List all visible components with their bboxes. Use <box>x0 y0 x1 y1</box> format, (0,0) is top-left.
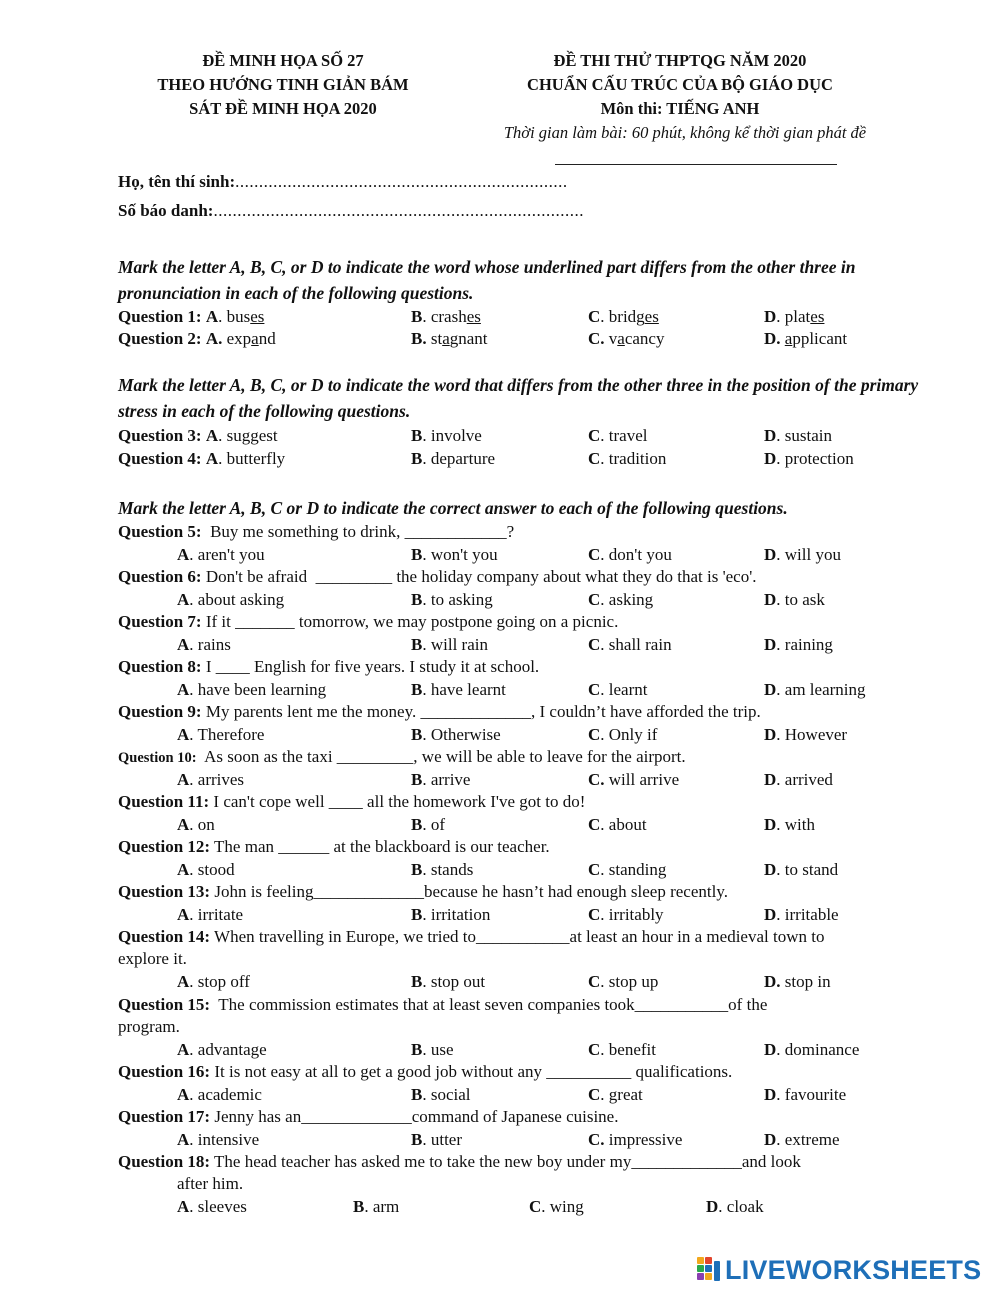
instruction-stress: Mark the letter A, B, C, or D to indicate the word that differs from the other three in the position of the primary stress in each of the following questions. <box>118 375 919 421</box>
name-dots: ...................................................................... <box>235 172 568 191</box>
q12-option-a[interactable]: A. stood <box>177 860 235 879</box>
q2-option-a[interactable]: A. expand <box>205 329 276 348</box>
q18-text-continued: after him. <box>177 1174 244 1193</box>
q17-option-b[interactable]: B. utter <box>411 1130 462 1149</box>
q8-text: I ____ English for five years. I study it at school. <box>201 657 540 676</box>
question-15-stem <box>118 994 767 1016</box>
question-17-stem <box>118 1106 618 1128</box>
exam-code: ĐỀ MINH HỌA SỐ 27 <box>202 51 364 70</box>
q14-option-a[interactable]: A. stop off <box>177 972 250 991</box>
q3-option-a[interactable]: A. suggest <box>205 426 278 445</box>
q11-option-a[interactable]: A. on <box>177 815 215 834</box>
q18-option-a[interactable]: A. sleeves <box>177 1197 247 1216</box>
q18-option-b[interactable]: B. arm <box>353 1197 400 1216</box>
q8-option-c[interactable]: C. learnt <box>588 680 648 699</box>
q14-text: When travelling in Europe, we tried to___________at least an hour in a medieval town to <box>210 927 825 946</box>
q16-label: Question 16: <box>118 1062 211 1081</box>
q13-option-a[interactable]: A. irritate <box>177 905 244 924</box>
q10-label: Question 10: <box>118 750 197 766</box>
q7-option-a[interactable]: A. rains <box>177 635 231 654</box>
q1-label: Question 1: <box>118 307 202 326</box>
q17-option-d[interactable]: D. extreme <box>764 1130 840 1149</box>
q10-text: As soon as the taxi _________, we will be able to leave for the airport. <box>196 747 686 766</box>
q6-option-b[interactable]: B. to asking <box>411 590 493 609</box>
q9-option-c[interactable]: C. Only if <box>588 725 658 744</box>
q8-option-a[interactable]: A. have been learning <box>177 680 327 699</box>
instruction-correct: Mark the letter A, B, C or D to indicate the correct answer to each of the following questions. <box>118 498 788 518</box>
q17-label: Question 17: <box>118 1107 211 1126</box>
q4-option-a[interactable]: A. butterfly <box>205 449 286 468</box>
q1-option-b[interactable]: B. crashes <box>411 307 481 326</box>
q16-option-d[interactable]: D. favourite <box>764 1085 847 1104</box>
exam-subtitle-1: THEO HƯỚNG TINH GIẢN BÁM <box>157 75 409 94</box>
liveworksheets-logo-icon <box>697 1257 721 1283</box>
question-10-stem <box>118 746 686 768</box>
q3-label: Question 3: <box>118 426 202 445</box>
q2-label: Question 2: <box>118 329 202 348</box>
q4-label: Question 4: <box>118 449 202 468</box>
id-label: Số báo danh: <box>118 201 214 220</box>
question-13-stem <box>118 881 728 903</box>
q10-option-d[interactable]: D. arrived <box>764 770 833 789</box>
q12-option-d[interactable]: D. to stand <box>764 860 839 879</box>
q7-option-b[interactable]: B. will rain <box>411 635 488 654</box>
q6-option-a[interactable]: A. about asking <box>177 590 285 609</box>
q14-text-continued: explore it. <box>118 949 187 968</box>
q10-option-b[interactable]: B. arrive <box>411 770 471 789</box>
q14-label: Question 14: <box>118 927 211 946</box>
q16-text: It is not easy at all to get a good job without any __________ qualifications. <box>210 1062 733 1081</box>
instruction-pronunciation: Mark the letter A, B, C, or D to indicate the word whose underlined part differs from the other three in pronunciation in each of the following questions. <box>118 257 856 303</box>
id-dots: .............................................................................. <box>213 201 584 220</box>
q18-text: The head teacher has asked me to take the new boy under my_____________and look <box>210 1152 801 1171</box>
q12-option-b[interactable]: B. stands <box>411 860 474 879</box>
q18-option-c[interactable]: C. wing <box>529 1197 584 1216</box>
q14-option-b[interactable]: B. stop out <box>411 972 486 991</box>
q1-option-a[interactable]: A. buses <box>205 307 265 326</box>
q11-option-d[interactable]: D. with <box>764 815 816 834</box>
exam-standard: CHUẨN CẤU TRÚC CỦA BỘ GIÁO DỤC <box>527 75 833 94</box>
q9-label: Question 9: <box>118 702 202 721</box>
q5-option-d[interactable]: D. will you <box>764 545 841 564</box>
q3-option-b[interactable]: B. involve <box>411 426 482 445</box>
q15-text: The commission estimates that at least seven companies took___________of the <box>210 995 768 1014</box>
q7-label: Question 7: <box>118 612 202 631</box>
q11-text: I can't cope well ____ all the homework I've got to do! <box>209 792 586 811</box>
q9-option-a[interactable]: A. Therefore <box>177 725 265 744</box>
question-11-stem <box>118 791 585 813</box>
q16-option-b[interactable]: B. social <box>411 1085 471 1104</box>
q17-option-c[interactable]: C. impressive <box>588 1130 683 1149</box>
q14-option-d[interactable]: D. stop in <box>764 972 831 991</box>
liveworksheets-logo <box>697 1255 981 1285</box>
q16-option-c[interactable]: C. great <box>588 1085 643 1104</box>
q4-option-d[interactable]: D. protection <box>764 449 854 468</box>
q9-option-b[interactable]: B. Otherwise <box>411 725 501 744</box>
name-field[interactable] <box>118 172 568 192</box>
exam-subtitle-2: SÁT ĐỀ MINH HỌA 2020 <box>189 99 377 118</box>
q14-option-c[interactable]: C. stop up <box>588 972 659 991</box>
q10-option-c[interactable]: C. will arrive <box>588 770 680 789</box>
q5-text: Buy me something to drink, ____________? <box>201 522 515 541</box>
q3-option-d[interactable]: D. sustain <box>764 426 833 445</box>
q7-option-d[interactable]: D. raining <box>764 635 833 654</box>
exam-time: Thời gian làm bài: 60 phút, không kể thời gian phát đề <box>503 123 867 142</box>
q13-option-c[interactable]: C. irritably <box>588 905 664 924</box>
q17-option-a[interactable]: A. intensive <box>177 1130 260 1149</box>
question-7-stem <box>118 611 618 633</box>
q4-option-c[interactable]: C. tradition <box>588 449 667 468</box>
q2-option-d[interactable]: D. applicant <box>764 329 848 348</box>
q15-option-c[interactable]: C. benefit <box>588 1040 656 1059</box>
q1-option-c[interactable]: C. bridges <box>588 307 659 326</box>
q5-option-a[interactable]: A. aren't you <box>177 545 265 564</box>
question-14-stem <box>118 926 824 948</box>
question-9-stem <box>118 701 761 723</box>
q13-option-d[interactable]: D. irritable <box>764 905 839 924</box>
q2-option-c[interactable]: C. vacancy <box>588 329 665 348</box>
q8-label: Question 8: <box>118 657 202 676</box>
q6-label: Question 6: <box>118 567 202 586</box>
header-left <box>118 49 448 121</box>
question-5-stem <box>118 521 514 543</box>
q18-label: Question 18: <box>118 1152 211 1171</box>
q11-option-b[interactable]: B. of <box>411 815 446 834</box>
header-divider <box>555 164 837 165</box>
q4-option-b[interactable]: B. departure <box>411 449 496 468</box>
question-6-stem <box>118 566 757 588</box>
q6-option-c[interactable]: C. asking <box>588 590 654 609</box>
question-18-stem <box>118 1151 801 1173</box>
q3-option-c[interactable]: C. travel <box>588 426 648 445</box>
q7-option-c[interactable]: C. shall rain <box>588 635 672 654</box>
liveworksheets-logo-text: LIVEWORKSHEETS <box>725 1254 982 1285</box>
q17-text: Jenny has an_____________command of Japanese cuisine. <box>210 1107 619 1126</box>
q5-option-c[interactable]: C. don't you <box>588 545 672 564</box>
q15-text-continued: program. <box>118 1017 180 1036</box>
q10-option-a[interactable]: A. arrives <box>177 770 245 789</box>
q12-option-c[interactable]: C. standing <box>588 860 667 879</box>
q11-label: Question 11: <box>118 792 210 811</box>
header-right <box>470 49 890 145</box>
q15-option-a[interactable]: A. advantage <box>177 1040 267 1059</box>
q2-option-b[interactable]: B. stagnant <box>411 329 488 348</box>
q6-text: Don't be afraid _________ the holiday company about what they do that is 'eco'. <box>201 567 757 586</box>
q5-option-b[interactable]: B. won't you <box>411 545 498 564</box>
q1-option-d[interactable]: D. plates <box>764 307 825 326</box>
q15-option-d[interactable]: D. dominance <box>764 1040 860 1059</box>
q15-option-b[interactable]: B. use <box>411 1040 454 1059</box>
q12-label: Question 12: <box>118 837 211 856</box>
q6-option-d[interactable]: D. to ask <box>764 590 825 609</box>
q13-text: John is feeling_____________because he hasn’t had enough sleep recently. <box>210 882 728 901</box>
question-16-stem <box>118 1061 732 1083</box>
exam-title: ĐỀ THI THỬ THPTQG NĂM 2020 <box>553 51 807 70</box>
q13-label: Question 13: <box>118 882 211 901</box>
q9-text: My parents lent me the money. _____________, I couldn’t have afforded the trip. <box>201 702 761 721</box>
question-12-stem <box>118 836 550 858</box>
q18-option-d[interactable]: D. cloak <box>706 1197 764 1216</box>
q16-option-a[interactable]: A. academic <box>177 1085 262 1104</box>
question-8-stem <box>118 656 539 678</box>
q9-option-d[interactable]: D. However <box>764 725 848 744</box>
id-field[interactable] <box>118 201 584 221</box>
q8-option-b[interactable]: B. have learnt <box>411 680 506 699</box>
q11-option-c[interactable]: C. about <box>588 815 647 834</box>
q15-label: Question 15: <box>118 995 211 1014</box>
q7-text: If it _______ tomorrow, we may postpone going on a picnic. <box>201 612 619 631</box>
exam-subject: Môn thi: TIẾNG ANH <box>600 99 760 118</box>
q5-label: Question 5: <box>118 522 202 541</box>
q8-option-d[interactable]: D. am learning <box>764 680 866 699</box>
q13-option-b[interactable]: B. irritation <box>411 905 491 924</box>
q12-text: The man ______ at the blackboard is our teacher. <box>210 837 550 856</box>
name-label: Họ, tên thí sinh: <box>118 172 236 191</box>
